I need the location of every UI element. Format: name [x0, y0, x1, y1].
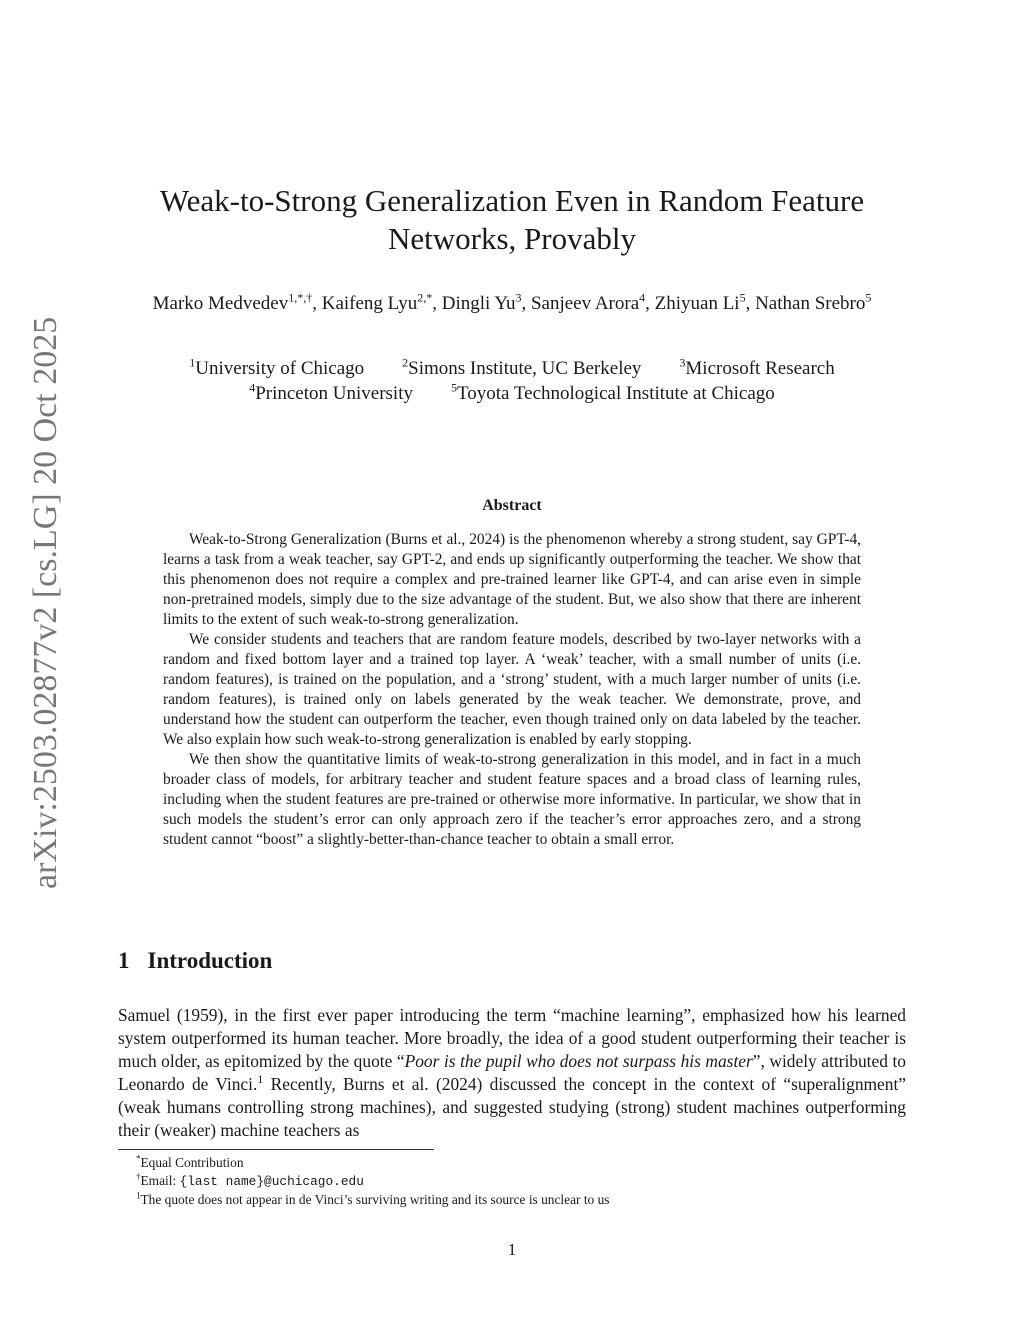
abstract-paragraph: We consider students and teachers that are random feature models, described by two-layer networks with a random and fixed bottom layer and a trained top layer. A ‘weak’ teacher, with a small number of units (i.e. random features), is trained on the population, and a ‘strong’ student, with a much larger number of units (i.e. random features), is trained only on labels generated by the weak teacher. We demonstrate, prove, and understand how the student can outperform the teacher, even though trained only on data labeled by the teacher. We also explain how such weak-to-strong generalization is enabled by early stopping. — [163, 631, 861, 748]
footnote: †Email: {last name}@uchicago.edu — [136, 1171, 364, 1189]
email-address[interactable]: {last name}@uchicago.edu — [179, 1174, 364, 1189]
abstract-paragraph: We then show the quantitative limits of weak-to-strong generalization in this model, and in fact in a much broader class of models, for arbitrary teacher and student feature spaces and a broad class of learning rules, including when the student features are pre-trained or otherwise more informative. In particular, we show that in such models the student’s error can only approach zero if the teacher’s error approaches zero, and a strong student cannot “boost” a slightly-better-than-chance teacher to obtain a small error. — [163, 751, 861, 848]
paper-title: Weak-to-Strong Generalization Even in Random Feature Networks, Provably — [159, 183, 865, 256]
page-number: 1 — [507, 1240, 517, 1259]
section-heading: 1 Introduction — [118, 948, 273, 973]
affiliation: $^3$Microsoft Research — [679, 355, 835, 379]
affiliation: $^4$Princeton University — [249, 380, 413, 404]
footnote: $^1$The quote does not appear in de Vinci’s surviving writing and its source is unclear to us — [136, 1190, 610, 1207]
author: Sanjeev Arora$^4$ — [530, 290, 646, 314]
footnotes — [136, 1154, 906, 1209]
affiliation: $^2$Simons Institute, UC Berkeley — [402, 355, 642, 379]
arxiv-identifier: arXiv:2503.02877v2 [cs.LG] 20 Oct 2025 — [27, 316, 64, 889]
abstract-paragraph: Weak-to-Strong Generalization (Burns et al., 2024) is the phenomenon whereby a strong student, say GPT-4, learns a task from a weak teacher, say GPT-2, and ends up significantly outperforming the teacher. We show that this phenomenon does not require a complex and pre-trained learner like GPT-4, and can arise even in simple non-pretrained models, simply due to the size advantage of the student. But, we also show that there are inherent limits to the extent of such weak-to-strong generalization. — [163, 531, 861, 628]
footnote-ref[interactable]: 1 — [257, 1072, 264, 1087]
abstract-heading: Abstract — [482, 497, 542, 514]
affiliation: $^5$Toyota Technological Institute at Chicago — [450, 380, 775, 404]
affiliations — [120, 356, 904, 406]
quote: Poor is the pupil who does not surpass his master — [404, 1051, 753, 1071]
footnote-divider — [118, 1149, 434, 1150]
author: Marko Medvedev$^{1,*,\dagger}$ — [152, 290, 313, 314]
abstract — [163, 530, 861, 850]
author-list: Marko Medvedev$^{1,*,\dagger}$, Kaifeng Lyu$^{2,*}$, Dingli Yu$^3$, Sanjeev Arora$^4$, Zhiyuan Li$^5$, Nathan Srebro$^5$ — [152, 290, 872, 314]
author: Kaifeng Lyu$^{2,*}$ — [321, 290, 433, 314]
affiliation: $^1$University of Chicago — [189, 355, 365, 379]
author: Nathan Srebro$^5$ — [755, 290, 872, 314]
footnote: *Equal Contribution — [136, 1153, 244, 1170]
introduction-paragraph: Samuel (1959), in the first ever paper introducing the term “machine learning”, emphasized how his learned system outperformed its human teacher. More broadly, the idea of a good student outperforming their teacher is much older, as epitomized by the quote “Poor is the pupil who does not surpass his master”, widely attributed to Leonardo de Vinci.$^1$ Recently, Burns et al. (2024) discussed the concept in the context of “superalignment” (weak humans controlling strong machines), and suggested studying (strong) student machines outperforming their (weaker) machine teachers as — [118, 1005, 907, 1140]
author: Zhiyuan Li$^5$ — [654, 290, 746, 314]
author: Dingli Yu$^3$ — [441, 290, 522, 314]
